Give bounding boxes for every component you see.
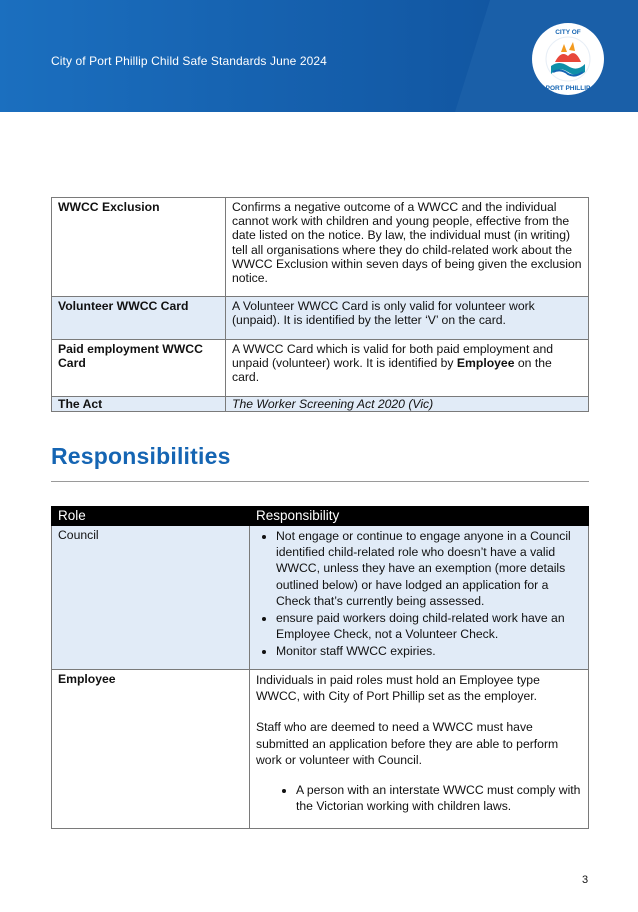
definition-term: WWCC Exclusion [52,198,226,297]
role-cell: Employee [52,670,250,829]
definition-text-bold: Employee [456,356,515,371]
table-row [52,297,589,340]
table-row [52,526,589,670]
definition-term: Paid employment WWCC Card [52,340,226,397]
paragraph: Individuals in paid roles must hold an Employee type WWCC, with City of Port Phillip set as the employer. [256,673,540,704]
table-row [52,340,589,397]
list-item: • Monitor staff WWCC expiries. [276,643,582,659]
table-row [52,670,589,829]
definition-text-pre: A WWCC Card which is valid for both paid employment and unpaid (volunteer) work. It is identified by [232,342,554,371]
definition-term: Volunteer WWCC Card [52,297,226,340]
responsibilities-table [51,506,589,829]
definition-text: The Worker Screening Act 2020 (Vic) [226,397,589,412]
list-item: • Not engage or continue to engage anyone in a Council identified child-related role who doesn’t have a valid WWCC, unless they have an exemption (more details outlined below) or have lodged an application for a Check that’s currently being assessed. [276,528,582,609]
page-number: 3 [582,874,589,886]
role-cell: Council [52,526,250,670]
logo-text-bottom: PORT PHILLIP [545,85,591,92]
definition-text: Confirms a negative outcome of a WWCC and the individual cannot work with children and young people, effective from the date listed on the notice. By law, the individual must (in writing) tell all organisations where they do child-related work about the WWCC Exclusion within seven days of being given the exclusion notice. [226,198,589,297]
logo-text-top: CITY OF [555,29,581,36]
definition-text-post: on the card. [232,356,552,385]
responsibility-list [256,528,582,660]
responsibility-cell [250,670,589,829]
column-header-role: Role [52,507,250,526]
document-title: City of Port Phillip Child Safe Standards June 2024 [51,54,327,68]
page-header [0,0,638,112]
responsibility-cell [250,526,589,670]
port-phillip-logo [531,22,605,96]
list-item: • ensure paid workers doing child-related work have an Employee Check, not a Volunteer Check. [276,610,582,642]
section-divider [51,481,589,482]
table-header-row [52,507,589,526]
table-row [52,198,589,297]
column-header-responsibility: Responsibility [250,507,589,526]
definition-text [226,340,589,397]
list-item: • A person with an interstate WWCC must comply with the Victorian working with children laws. [296,782,582,814]
responsibility-list [256,782,582,814]
section-title: Responsibilities [51,443,231,469]
definitions-table [51,197,589,412]
table-row [52,397,589,412]
paragraph: Staff who are deemed to need a WWCC must have submitted an application before they are able to perform work or volunteer with Council. [256,720,559,767]
definition-text: A Volunteer WWCC Card is only valid for volunteer work (unpaid). It is identified by the letter ‘V’ on the card. [226,297,589,340]
definition-term: The Act [52,397,226,412]
